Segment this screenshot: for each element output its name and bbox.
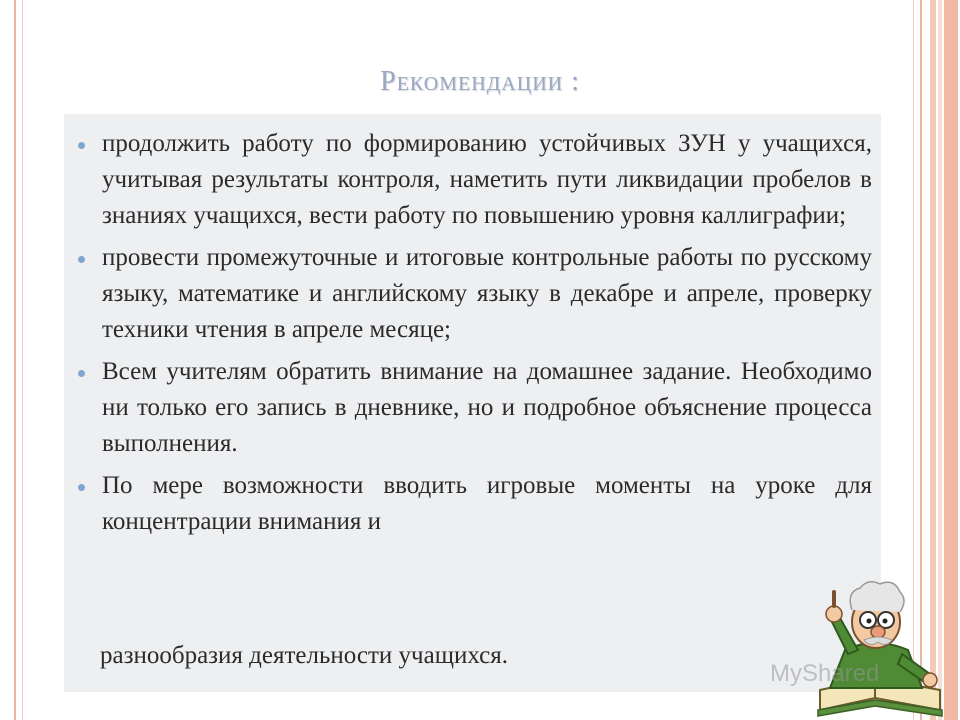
list-item-text: Всем учителям обратить внимание на домашнее задание. Необходимо ни только его запись в дневнике, но и подробное объяснение процесса выполнения. bbox=[102, 358, 872, 457]
list-item-text: продолжить работу по формированию устойчивых ЗУН у учащихся, учитывая результаты контроля, наметить пути ликвидации пробелов в знаниях учащихся, вести работу по повышению уровня каллиграфии; bbox=[102, 130, 872, 229]
professor-illustration-icon bbox=[790, 570, 960, 720]
bullet-icon bbox=[78, 256, 85, 263]
list-item bbox=[78, 126, 872, 234]
bullet-icon bbox=[78, 142, 85, 149]
list-item bbox=[78, 240, 872, 348]
list-item bbox=[78, 468, 872, 540]
watermark: MyShared bbox=[770, 660, 880, 687]
continuation-text: разнообразия деятельности учащихся. bbox=[100, 642, 508, 669]
list-item-text: По мере возможности вводить игровые моменты на уроке для концентрации внимания и bbox=[102, 472, 872, 535]
recommendations-list bbox=[78, 126, 872, 546]
list-item bbox=[78, 354, 872, 462]
bullet-icon bbox=[78, 484, 85, 491]
bullet-icon bbox=[78, 370, 85, 377]
list-item-text: провести промежуточные и итоговые контрольные работы по русскому языку, математике и английскому языку в декабре и апреле, проверку техники чтения в апреле месяце; bbox=[102, 244, 872, 343]
slide-title: Рекомендации : bbox=[380, 66, 580, 97]
